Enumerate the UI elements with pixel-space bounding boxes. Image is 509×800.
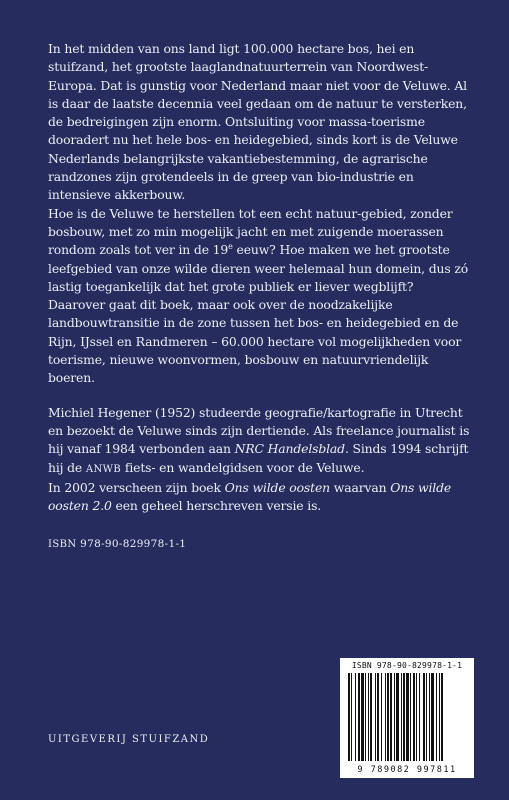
author-books-text-3: een geheel herschreven versie is.	[111, 498, 322, 514]
publisher-name: UITGEVERIJ STUIFZAND	[48, 734, 210, 745]
isbn-label: ISBN	[48, 539, 77, 551]
isbn-barcode	[340, 658, 474, 778]
author-bio	[48, 404, 473, 479]
blurb-paragraph-2-b: eeuw? Hoe maken we het grootste leefgebied van onze wilde dieren weer helemaal hun domein, dus zó lastig toegankelijk dat het grote publiek er liever wegblijft?	[48, 242, 469, 294]
author-bio-text-3: fiets- en wandelgidsen voor de Veluwe.	[121, 459, 365, 475]
isbn-number: 978-90-829978-1-1	[80, 538, 187, 551]
blurb-paragraph-2-a: Hoe is de Veluwe te herstellen tot een echt natuur-gebied, zonder bosbouw, met zo min mogelijk jacht en met zuigende moerassen rondom zoals tot ver in de 19	[48, 205, 453, 258]
newspaper-title: NRC Handelsblad	[234, 441, 345, 457]
book-title-1: Ons wilde oosten	[224, 479, 330, 495]
barcode-isbn-text: ISBN 978-90-829978-1-1	[351, 661, 463, 670]
author-bio-text-2: . Sinds 1994 schrijft hij de	[48, 441, 469, 475]
book-title-2: Ons wilde oosten 2.0	[48, 479, 452, 514]
blurb-paragraph-2	[48, 205, 473, 296]
author-books-text-2: waarvan	[329, 479, 391, 495]
author-books	[48, 479, 473, 516]
blurb-paragraph-3: Daarover gaat dit boek, maar ook over de noodzakelijke landbouwtransitie in de zone tussen het bos- en heidegebied en de Rijn, IJssel en Randmeren – 60.000 hectare vol mogelijkheden voor toerisme, nieuwe woonvormen, bosbouw en natuurvriendelijk boeren.	[48, 297, 462, 386]
author-bio-text-1: Michiel Hegener (1952) studeerde geografie/kartografie in Utrecht en bezoekt de Veluwe sinds zijn dertiende. Als freelance journalist is hij vanaf 1984 verbonden aan	[48, 404, 470, 457]
author-books-text-1: In 2002 verscheen zijn boek	[48, 479, 225, 495]
barcode-digits: 9 789082 997811	[357, 765, 457, 775]
barcode-bars	[346, 673, 468, 761]
blurb-paragraph-1: In het midden van ons land ligt 100.000 hectare bos, hei en stuifzand, het grootste laaglandnatuurterrein van Noordwest-Europa. Dat is gunstig voor Nederland maar niet voor de Veluwe. Al is daar de laatste decennia veel gedaan om de natuur te versterken, de bedreigingen zijn enorm. Ontsluiting voor massa-toerisme dooradert nu het hele bos- en heidegebied, sinds kort is de Veluwe Nederlands belangrijkste vakantiebestemming, de agrarische randzones zijn grotendeels in de greep van bio-industrie en intensieve akkerbouw.	[48, 41, 467, 203]
superscript-e: e	[228, 242, 233, 252]
blurb-text	[48, 40, 473, 555]
isbn-line	[48, 535, 473, 554]
anwb-text: ANWB	[85, 463, 122, 475]
